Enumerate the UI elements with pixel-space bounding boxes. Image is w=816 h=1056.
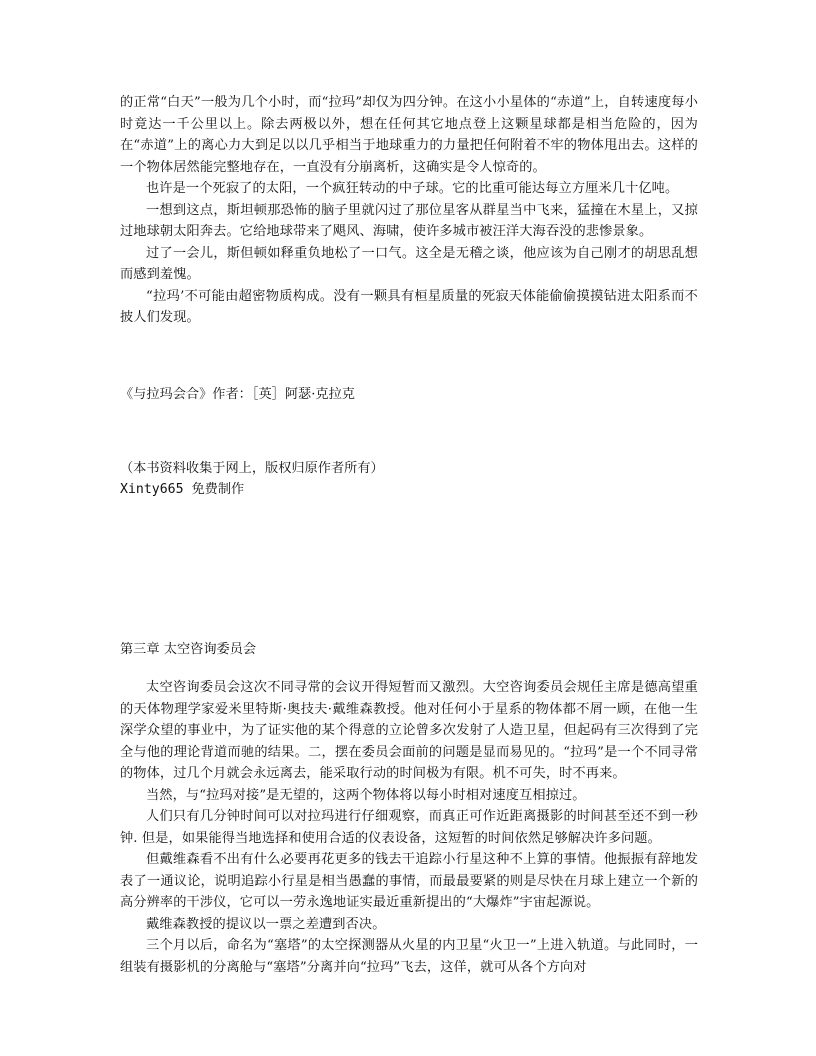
section-2 (120, 677, 698, 978)
paragraph: 太空咨询委员会这次不同寻常的会议开得短暂而又激烈。大空咨询委员会规任主席是德高望重的天体物理学家爱米里特斯·奥技夫·戴维森教授。他对任何小于星系的物体都不屑一顾，在他一生深学众望的事业中，为了证实他的某个得意的立论曾多次发射了人造卫星，但起码有三次得到了完全与他的理论背道而驰的结果。二，摆在委员会面前的问题是显而易见的。“拉玛”是一个不同寻常的物体，过几个月就会永远离去，能采取行动的时间极为有限。机不可失，时不再来。 (120, 680, 698, 781)
paragraph: 的正常“白天”一般为几个小时，而“拉玛”却仅为四分钟。在这小小星体的“赤道”上，自转速度每小时竟达一千公里以上。除去两极以外，想在任何其它地点登上这颗星球都是相当危险的，因为在“赤道”上的离心力大到足以以几乎相当于地球重力的力量把任何附着不牢的物体甩出去。这样的一个物体居然能完整地存在，一直没有分崩离析，这确实是令人惊奇的。 (120, 95, 698, 175)
paragraph: 三个月以后，命名为“塞塔”的太空探测器从火星的内卫星“火卫一”上进入轨道。与此同时，一组装有摄影机的分离舱与“塞塔”分离并向“拉玛”飞去，这佯，就可从各个方向对 (120, 938, 698, 975)
copyright-note: （本书资料收集于网上，版权归原作者所有） (120, 461, 384, 476)
section-1 (120, 92, 698, 329)
paragraph: 戴维森教授的提议以一票之差遭到否决。 (146, 916, 386, 932)
paragraph: 也许是一个死寂了的太阳，一个疯狂转动的中子球。它的比重可能达每立方厘米几十亿吨。 (146, 181, 679, 196)
book-credit: 《与拉玛会合》作者：［英］阿瑟·克拉克 (120, 387, 355, 402)
paragraph: 当然，与“拉玛对接”是无望的，这两个物体将以每小时相对速度互相掠过。 (146, 787, 586, 803)
chapter-title: 第三章 太空咨询委员会 (120, 642, 257, 657)
paragraph: 一想到这点，斯坦顿那恐怖的脑子里就闪过了那位星客从群星当中飞来，猛撞在木星上，又掠过地球朝太阳奔去。它给地球带来了飓风、海啸，使许多城市被汪洋大海吞没的悲惨景象。 (120, 202, 698, 239)
paragraph: 过了一会儿，斯但顿如释重负地松了一口气。这全是无稽之谈，他应该为自己刚才的胡思乱想而感到羞愧。 (120, 245, 698, 282)
paragraph: 但戴维森看不出有什么必要再花更多的钱去干追踪小行星这种不上算的事情。他振振有辞地发表了一通议论，说明追踪小行星是相当愚蠢的事情，而最最要紧的则是尽快在月球上建立一个新的高分辨率的干涉仪，它可以一劳永逸地证实最近重新提出的“大爆炸”宇宙起源说。 (120, 852, 698, 910)
paragraph: 人们只有几分钟时间可以对拉玛进行仔细观察，而真正可作近距离摄影的时间甚至还不到一秒钟. 但是，如果能得当地选择和使用合适的仪表设备，这短暂的时间依然足够解决许多问题。 (120, 809, 698, 846)
paragraph: “拉玛’不可能由超密物质构成。没有一颗具有桓星质量的死寂天体能偷偷摸摸钻进太阳系而不披人们发现。 (120, 288, 698, 325)
producer-note: Xinty665 免费制作 (120, 482, 245, 497)
